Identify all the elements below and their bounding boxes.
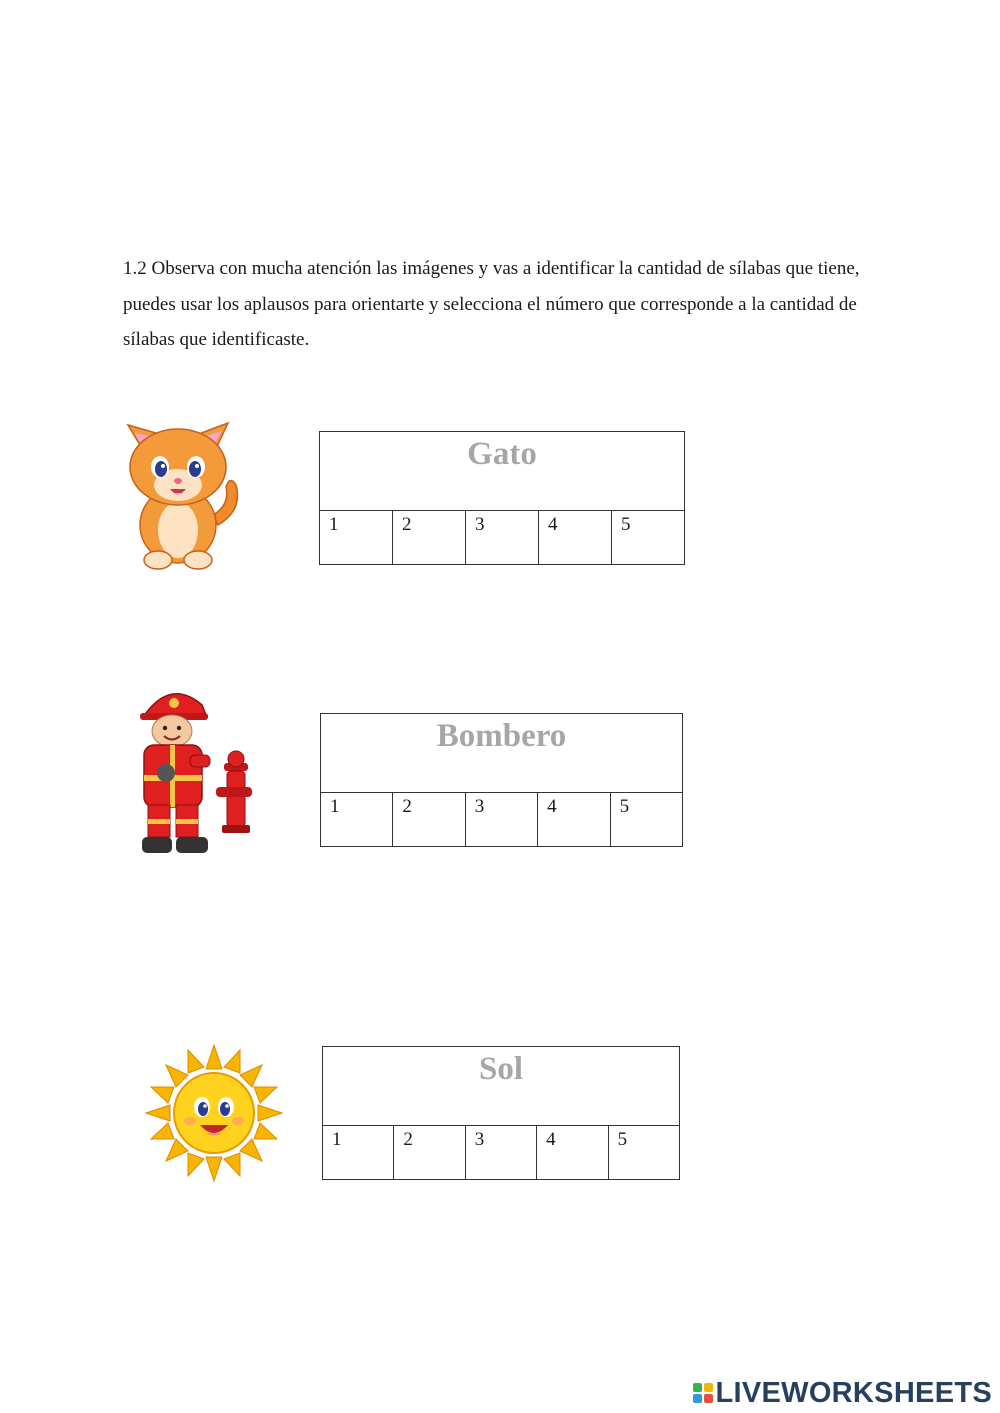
option-3[interactable]: 3: [466, 511, 539, 565]
option-5[interactable]: 5: [610, 793, 682, 847]
word-label: Gato: [320, 432, 685, 511]
word-label: Bombero: [321, 714, 683, 793]
option-5[interactable]: 5: [612, 511, 685, 565]
sun-illustration: [143, 1044, 285, 1182]
liveworksheets-logo: [693, 1376, 993, 1409]
firefighter-illustration: [132, 683, 257, 863]
option-1[interactable]: 1: [321, 793, 393, 847]
brand-name: LIVEWORKSHEETS: [715, 1376, 992, 1409]
syllable-table-gato: [319, 431, 685, 565]
syllable-table-bombero: [320, 713, 683, 847]
option-5[interactable]: 5: [608, 1126, 679, 1180]
option-4[interactable]: 4: [539, 511, 612, 565]
option-2[interactable]: 2: [393, 511, 466, 565]
option-3[interactable]: 3: [465, 1126, 536, 1180]
cat-illustration: [118, 405, 243, 573]
option-4[interactable]: 4: [538, 793, 610, 847]
option-4[interactable]: 4: [537, 1126, 608, 1180]
option-2[interactable]: 2: [393, 793, 465, 847]
syllable-table-sol: [322, 1046, 680, 1180]
option-2[interactable]: 2: [394, 1126, 465, 1180]
instructions-text: 1.2 Observa con mucha atención las imágenes y vas a identificar la cantidad de sílabas que tiene, puedes usar los aplausos para orientarte y selecciona el número que corresponde a la cantidad de sílabas que identificaste.: [123, 258, 860, 350]
option-1[interactable]: 1: [320, 511, 393, 565]
option-1[interactable]: 1: [323, 1126, 394, 1180]
option-3[interactable]: 3: [465, 793, 537, 847]
word-label: Sol: [323, 1047, 680, 1126]
logo-mark-icon: [693, 1383, 713, 1403]
